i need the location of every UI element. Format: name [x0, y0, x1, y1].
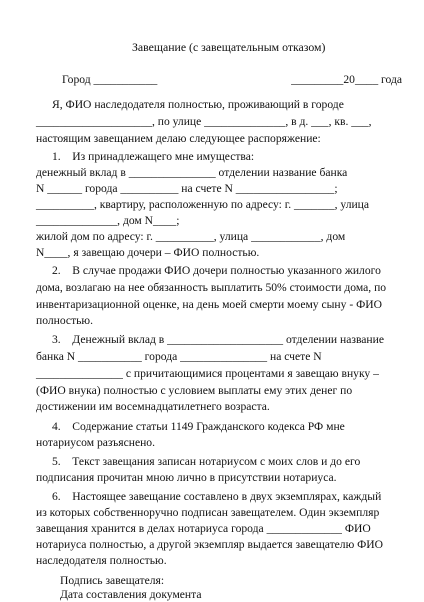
- intro-line: Я, ФИО наследодателя полностью, проживающий в городе: [52, 98, 344, 111]
- item-2-line: 2. В случае продажи ФИО дочери полностью указанного жилого: [52, 264, 381, 277]
- item-2-line: дома, возлагаю на нее обязанность выплатить 50% стоимости дома, по: [36, 281, 387, 294]
- item-1-line: ______________, дом N____;: [36, 214, 180, 227]
- item-3-line: (ФИО внука) полностью с условием выплаты ему этих денег по: [36, 384, 353, 397]
- item-5-line: 5. Текст завещания записан нотариусом с моих слов и до его: [52, 455, 361, 468]
- item-6-line: 6. Настоящее завещание составлено в двух экземплярах, каждый: [52, 490, 382, 503]
- item-6-line: нотариуса полностью, а другой экземпляр выдается завещателю ФИО: [36, 538, 384, 551]
- item-6-line: наследодателя полностью.: [36, 554, 167, 567]
- date-line: _________20____ года: [291, 73, 402, 86]
- intro-line: ____________________, по улице ______________, в д. ___, кв. ___,: [36, 115, 372, 128]
- item-1-line: N ______ города __________ на счете N _________________;: [36, 182, 338, 195]
- item-1-line: __________, квартиру, расположенную по адресу: г. _______, улица: [36, 198, 370, 211]
- date-compiled-label: Дата составления документа: [60, 588, 202, 601]
- item-4-line: 4. Содержание статьи 1149 Гражданского кодекса РФ мне: [52, 420, 345, 433]
- item-4-line: нотариусом разъяснено.: [36, 436, 156, 449]
- city-line: Город ___________: [62, 73, 158, 86]
- document-title: Завещание (с завещательным отказом): [132, 40, 326, 54]
- item-3-line: 3. Денежный вклад в ____________________ отделении название: [52, 333, 384, 346]
- item-2-line: инвентаризационной оценке, на день моей смерти моему сыну - ФИО: [36, 298, 383, 311]
- item-6-line: завещания хранится в делах нотариуса города _____________ ФИО: [36, 522, 371, 535]
- item-6-line: из которых собственноручно подписан завещателем. Один экземпляр: [36, 506, 380, 519]
- item-1-line: жилой дом по адресу: г. __________, улица ____________, дом: [36, 230, 346, 243]
- item-3-line: достижении им восемнадцатилетнего возраста.: [36, 400, 270, 413]
- item-2-line: полностью.: [36, 314, 93, 327]
- item-1-line: 1. Из принадлежащего мне имущества:: [52, 150, 255, 163]
- item-3-line: банка N ___________ города _______________ на счете N: [36, 350, 322, 363]
- intro-line: настоящим завещанием делаю следующее распоряжение:: [36, 132, 321, 145]
- item-3-line: _______________ с причитающимися процентами я завещаю внуку –: [36, 367, 379, 380]
- signature-label: Подпись завещателя:: [60, 574, 165, 587]
- item-5-line: подписания прочитан мною лично в присутствии нотариуса.: [36, 471, 337, 484]
- item-1-line: денежный вклад в _______________ отделении название банка: [36, 166, 348, 179]
- item-1-line: N____, я завещаю дочери – ФИО полностью.: [36, 246, 260, 259]
